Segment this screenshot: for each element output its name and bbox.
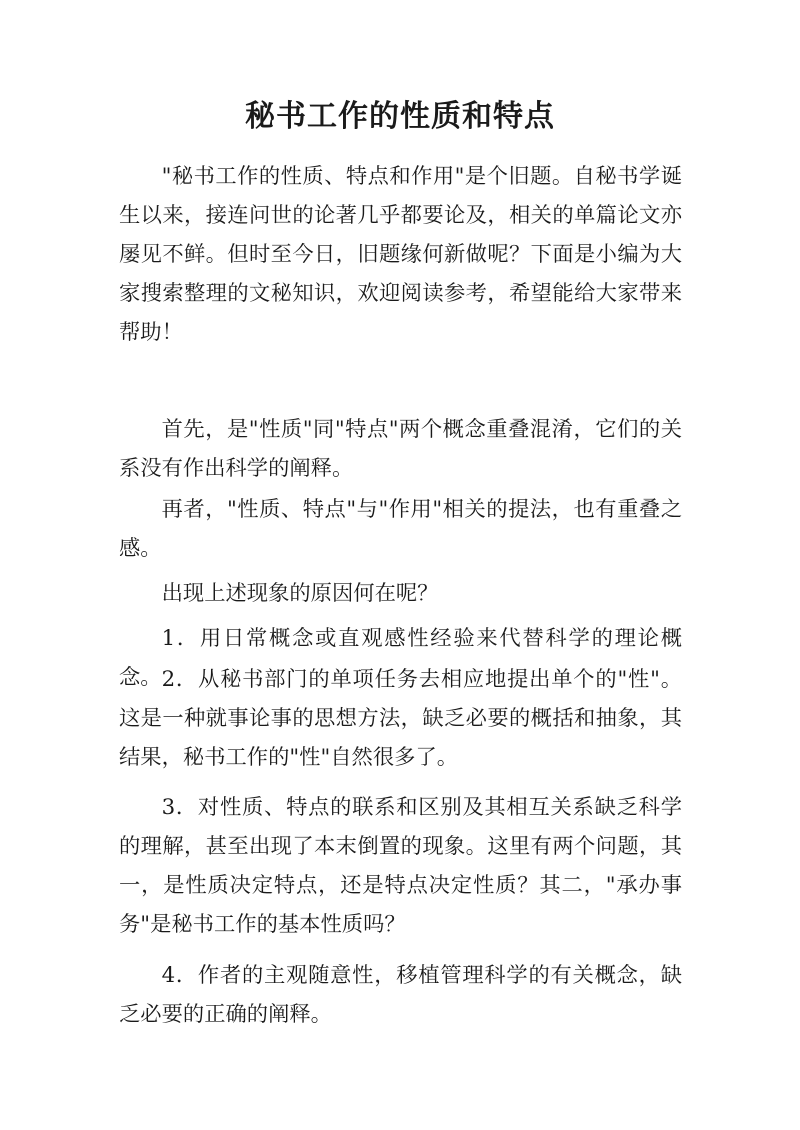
paragraph-question: 出现上述现象的原因何在呢？ — [161, 581, 439, 606]
paragraph-intro: "秘书工作的性质、特点和作用"是个旧题。自秘书学诞生以来，接连问世的论著几乎都要论及，相关的单篇论文亦屡见不鲜。但时至今日，旧题缘何新做呢？下面是小编为大家搜索整理的文秘知识，欢迎阅读参考，希望能给大家带来帮助！ — [119, 164, 682, 345]
list-item-3: 3．对性质、特点的联系和区别及其相互关系缺乏科学的理解，甚至出现了本末倒置的现象。这里有两个问题，其一，是性质决定特点，还是特点决定性质？其二，"承办事务"是秘书工作的基本性质吗？ — [119, 795, 682, 937]
list-item-1: 1．用日常概念或直观感性经验来代替科学的理论概念。 — [119, 626, 682, 690]
paragraph-second-issue: 再者，"性质、特点"与"作用"相关的提法，也有重叠之感。 — [119, 497, 682, 561]
list-item-2: 2．从秘书部门的单项任务去相应地提出单个的"性"。这是一种就事论事的思想方法，缺乏必要的概括和抽象，其结果，秘书工作的"性"自然很多了。 — [119, 667, 682, 770]
paragraph-first-issue: 首先，是"性质"同"特点"两个概念重叠混淆，它们的关系没有作出科学的阐释。 — [119, 417, 682, 481]
list-item-4: 4．作者的主观随意性，移植管理科学的有关概念，缺乏必要的正确的阐释。 — [119, 963, 682, 1027]
page-title: 秘书工作的性质和特点 — [245, 99, 555, 134]
